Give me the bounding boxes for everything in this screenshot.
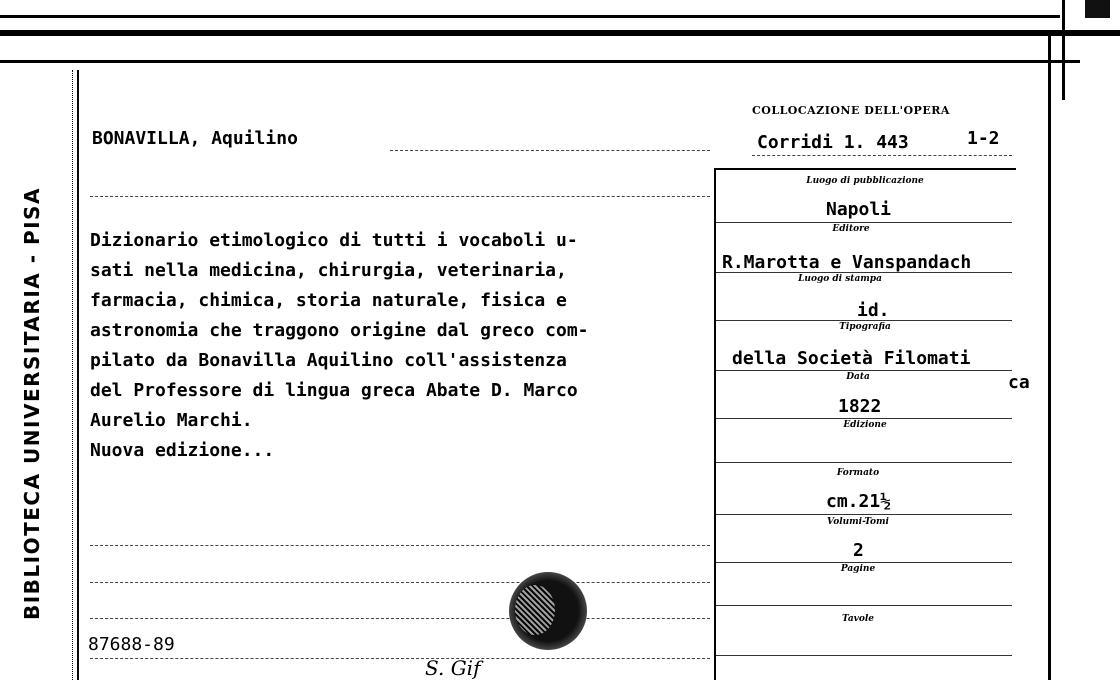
field-rule [716, 418, 1012, 419]
field-label: Luogo di pubblicazione [806, 176, 924, 186]
field-rule [716, 462, 1012, 463]
right-frame-rule [1048, 35, 1051, 680]
description-line: del Professore di lingua greca Abate D. Marco [90, 380, 578, 401]
shelfmark: Corridi 1. 443 [757, 132, 909, 153]
corner-mark [1085, 0, 1110, 18]
top-rule-lower [0, 60, 1080, 63]
field-label: Formato [836, 468, 880, 478]
shelfmark-rule [752, 155, 1012, 156]
blank-rule [90, 582, 710, 583]
library-seal-texture [515, 585, 555, 635]
field-rule [716, 370, 1012, 371]
field-rule [716, 272, 1012, 273]
library-name: BIBLIOTECA UNIVERSITARIA - PISA [20, 187, 44, 620]
field-label: Edizione [843, 420, 887, 430]
description-line: sati nella medicina, chirurgia, veterinaria, [90, 260, 567, 281]
shelfmark-volumes: 1-2 [967, 128, 1000, 149]
description-line: Aurelio Marchi. [90, 410, 253, 431]
field-label: Editore [832, 224, 870, 234]
date: 1822 [838, 396, 882, 417]
collocazione-label: COLLOCAZIONE DELL'OPERA [752, 104, 950, 117]
top-rule-thick [0, 30, 1120, 36]
blank-rule [90, 658, 710, 659]
blank-rule [90, 196, 710, 197]
handwritten-note: S. Gif [425, 656, 481, 680]
field-label: Luogo di stampa [798, 274, 882, 284]
field-label: Data [846, 372, 870, 382]
printer: della Società Filomati [732, 348, 971, 369]
place-of-printing: id. [857, 300, 890, 321]
field-rule [716, 605, 1012, 606]
field-rule [716, 320, 1012, 321]
field-label: Tipografia [839, 322, 891, 332]
field-rule [716, 222, 1012, 223]
field-rule [716, 562, 1012, 563]
field-label: Volumi-Tomi [827, 517, 889, 527]
margin-rule-dotted [72, 70, 74, 680]
accession-number: 87688-89 [88, 634, 175, 655]
margin-rule [77, 70, 79, 680]
description-line: pilato da Bonavilla Aquilino coll'assistenza [90, 350, 567, 371]
blank-rule [90, 545, 710, 546]
field-rule [716, 655, 1012, 656]
place-of-publication: Napoli [826, 199, 892, 220]
description-line: Nuova edizione... [90, 440, 275, 461]
field-label: Pagine [840, 564, 876, 574]
format: cm.21½ [826, 491, 892, 512]
author-rule [390, 150, 710, 151]
field-rule [716, 514, 1012, 515]
description-line: astronomia che traggono origine dal greco com- [90, 320, 589, 341]
publisher: R.Marotta e Vanspandach [722, 252, 972, 273]
field-label: Tavole [841, 614, 875, 624]
volumes: 2 [853, 540, 864, 561]
description-line: Dizionario etimologico di tutti i vocaboli u- [90, 230, 578, 251]
description [90, 226, 720, 466]
description-line: farmacia, chimica, storia naturale, fisica e [90, 290, 567, 311]
top-rule [0, 15, 1060, 18]
printer-continuation: ca [1008, 372, 1030, 393]
blank-rule [90, 618, 710, 619]
author-heading: BONAVILLA, Aquilino [92, 128, 298, 149]
